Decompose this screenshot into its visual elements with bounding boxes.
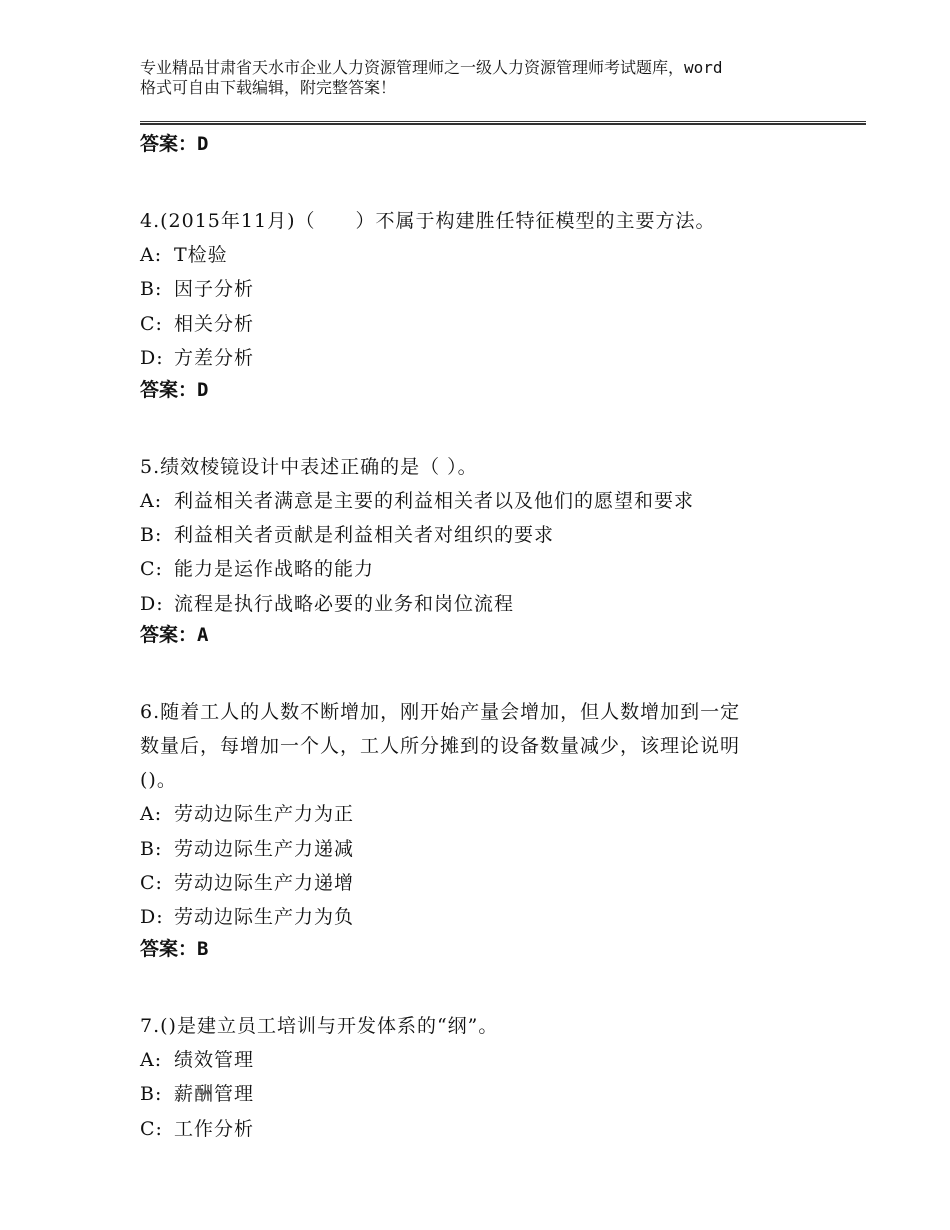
- answer-label: 答案：: [140, 624, 198, 647]
- option-letter: C:: [140, 312, 163, 335]
- option-letter: A:: [140, 1048, 163, 1071]
- option-letter: A:: [140, 489, 163, 512]
- option-item: [140, 587, 820, 621]
- option-letter: C:: [140, 872, 163, 895]
- answer-line: [140, 935, 820, 963]
- option-item: [140, 1077, 820, 1111]
- answer-value: A: [197, 624, 209, 647]
- option-item: [140, 484, 820, 518]
- option-item: [140, 866, 820, 900]
- question-stem: 数量后，每增加一个人，工人所分摊到的设备数量减少，该理论说明: [140, 735, 741, 758]
- option-item: [140, 341, 820, 375]
- option-letter: B:: [140, 837, 163, 860]
- option-text: 流程是执行战略必要的业务和岗位流程: [174, 592, 515, 615]
- option-letter: C:: [140, 558, 163, 581]
- option-text: 能力是运作战略的能力: [174, 558, 375, 581]
- answer-label: 答案：: [140, 937, 198, 960]
- option-text: T检验: [174, 244, 228, 266]
- question-block: [140, 450, 820, 696]
- option-letter: A:: [140, 803, 163, 826]
- page-header: [140, 58, 840, 98]
- answer-label: 答案：: [140, 133, 198, 155]
- question-block: [140, 204, 820, 450]
- question-list: [140, 130, 820, 1146]
- header-line-2: 格式可自由下载编辑，附完整答案！: [140, 78, 397, 97]
- option-item: [140, 238, 820, 272]
- option-letter: D:: [140, 906, 164, 929]
- option-item: [140, 1112, 820, 1146]
- option-letter: B:: [140, 278, 163, 301]
- option-text: 利益相关者贡献是利益相关者对组织的要求: [174, 524, 555, 547]
- option-text: 方差分析: [174, 347, 255, 370]
- answer-line: [140, 130, 820, 158]
- option-text: 利益相关者满意是主要的利益相关者以及他们的愿望和要求: [174, 489, 695, 512]
- answer-label: 答案：: [140, 378, 198, 401]
- option-text: 劳动边际生产力递减: [174, 837, 355, 860]
- answer-value: D: [197, 378, 209, 401]
- header-line-1: 专业精品甘肃省天水市企业人力资源管理师之一级人力资源管理师考试题库，word: [140, 58, 723, 77]
- option-item: [140, 272, 820, 306]
- option-text: 薪酬管理: [174, 1083, 255, 1106]
- option-item: [140, 797, 820, 831]
- answer-value: B: [197, 937, 209, 960]
- answer-line: [140, 376, 820, 404]
- question-block: [140, 1009, 820, 1146]
- option-item: [140, 832, 820, 866]
- option-letter: B:: [140, 1083, 163, 1106]
- option-item: [140, 518, 820, 552]
- option-letter: D:: [140, 347, 164, 370]
- option-text: 相关分析: [174, 312, 255, 335]
- option-item: [140, 1043, 820, 1077]
- option-text: 劳动边际生产力递增: [174, 872, 355, 895]
- header-rule: [140, 121, 866, 125]
- option-letter: D:: [140, 592, 164, 615]
- option-letter: C:: [140, 1117, 163, 1140]
- option-item: [140, 900, 820, 934]
- question-stem: 6.随着工人的人数不断增加，刚开始产量会增加，但人数增加到一定: [140, 701, 741, 724]
- answer-line: [140, 621, 820, 649]
- option-text: 因子分析: [174, 278, 255, 301]
- option-text: 劳动边际生产力为负: [174, 906, 355, 929]
- option-letter: A:: [140, 244, 163, 266]
- question-stem: 5.绩效棱镜设计中表述正确的是（ ）。: [140, 455, 478, 478]
- option-item: [140, 307, 820, 341]
- option-text: 劳动边际生产力为正: [174, 803, 355, 826]
- question-block: [140, 695, 820, 1009]
- question-stem: 7.()是建立员工培训与开发体系的“纲”。: [140, 1014, 499, 1037]
- option-text: 工作分析: [174, 1117, 255, 1140]
- option-text: 绩效管理: [174, 1048, 255, 1071]
- answer-value: D: [197, 133, 209, 155]
- option-item: [140, 552, 820, 586]
- question-stem: 4.(2015年11月)（ ）不属于构建胜任特征模型的主要方法。: [140, 210, 716, 232]
- option-letter: B:: [140, 524, 163, 547]
- question-stem: ()。: [140, 769, 177, 792]
